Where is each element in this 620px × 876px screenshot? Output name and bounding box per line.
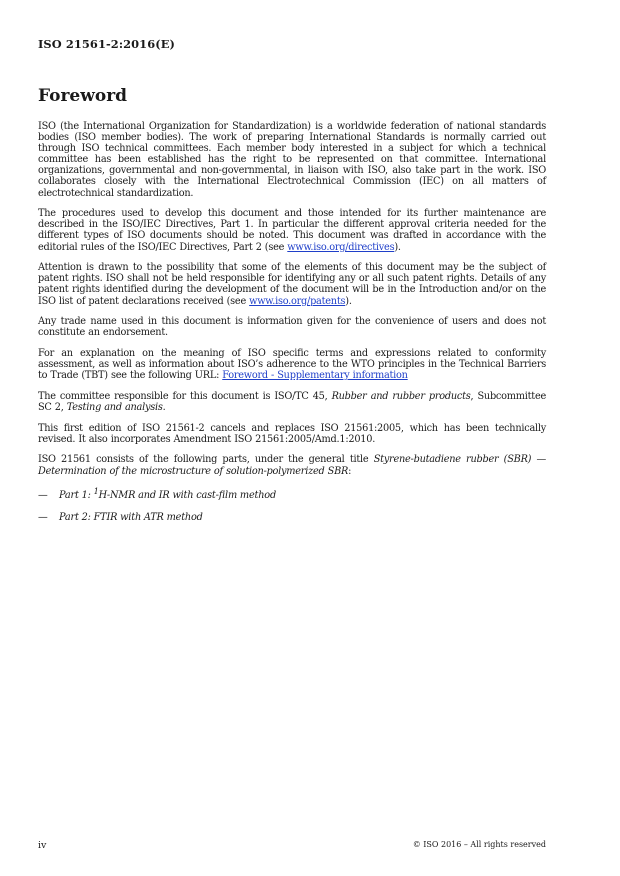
paragraph-patents-end: ). <box>345 295 352 307</box>
paragraph-trade-name: Any trade name used in this document is information given for the convenience of users and does not constitute an endorsement. <box>38 316 546 339</box>
part-rest: H-NMR and IR with cast-film method <box>98 490 277 502</box>
copyright-notice: © ISO 2016 – All rights reserved <box>412 840 546 849</box>
paragraph-conformity <box>38 348 546 381</box>
subcommittee-title: Testing and analysis <box>66 401 163 413</box>
part-prefix: Part 2: FTIR with ATR method <box>59 512 203 524</box>
general-title: Styrene-butadiene rubber (SBR) — Determination of the microstructure of solution-polymerized SBR <box>38 454 546 477</box>
part-title <box>59 486 277 502</box>
paragraph-iso-overview: ISO (the International Organization for Standardization) is a worldwide federation of national standards bodies (ISO member bodies). The work of preparing International Standards is normally carried out through ISO technical committees. Each member body interested in a subject for which a technical committee has been established has the right to be represented on that committee. International organizations, governmental and non-governmental, in liaison with ISO, also take part in the work. ISO collaborates closely with the International Electrotechnical Commission (IEC) on all matters of electrotechnical standardization. <box>38 121 546 199</box>
paragraph-committee <box>38 391 546 413</box>
list-item <box>38 486 546 501</box>
supplementary-info-link[interactable]: Foreword - Supplementary information <box>222 370 408 382</box>
paragraph-conformity-text: For an explanation on the meaning of ISO specific terms and expressions related to conformity assessment, as well as information about ISO’s adherence to the WTO principles in the Technical Barriers to Trade (TBT) see the following URL: <box>38 347 546 382</box>
committee-title: Rubber and rubber products <box>331 390 471 402</box>
dash-marker: — <box>38 512 48 524</box>
page-number: iv <box>38 840 47 851</box>
part-title <box>59 512 203 523</box>
document-id: ISO 21561-2:2016(E) <box>38 37 175 51</box>
paragraph-patents-text: Attention is drawn to the possibility that some of the elements of this document may be the subject of patent rights. ISO shall not be held responsible for identifying any or all such patent rights. Details of any patent rights identified during the development of the document will be in the Introduction and/or on the ISO list of patent declarations received (see <box>38 262 546 307</box>
page-title: Foreword <box>38 86 128 106</box>
paragraph-committee-text: The committee responsible for this document is ISO/TC 45, <box>38 390 332 402</box>
paragraph-parts-intro <box>38 454 546 476</box>
paragraph-edition: This first edition of ISO 21561-2 cancels and replaces ISO 21561:2005, which has been technically revised. It also incorporates Amendment ISO 21561:2005/Amd.1:2010. <box>38 422 546 445</box>
paragraph-parts-intro-text: ISO 21561 consists of the following parts, under the general title <box>38 454 374 466</box>
paragraph-committee-end: . <box>162 401 166 413</box>
part-prefix: Part 1: <box>59 490 94 502</box>
paragraph-parts-intro-end: : <box>348 465 352 477</box>
paragraph-procedures-end: ). <box>394 241 401 253</box>
list-item <box>38 512 546 523</box>
paragraph-committee-mid: , Subcommittee SC 2, <box>38 390 547 413</box>
directives-link[interactable]: www.iso.org/directives <box>287 241 395 253</box>
paragraph-patents <box>38 262 546 306</box>
dash-marker: — <box>38 490 48 502</box>
patents-link[interactable]: www.iso.org/patents <box>249 295 346 307</box>
part-superscript: 1 <box>93 486 99 497</box>
paragraph-procedures <box>38 208 546 252</box>
parts-list <box>38 486 546 523</box>
paragraph-procedures-text: The procedures used to develop this document and those intended for its further maintenance are described in the ISO/IEC Directives, Part 1. In particular the different approval criteria needed for the different types of ISO documents should be noted. This document was drafted in accordance with the editorial rules of the ISO/IEC Directives, Part 2 (see <box>38 208 546 253</box>
foreword-body <box>38 121 546 534</box>
